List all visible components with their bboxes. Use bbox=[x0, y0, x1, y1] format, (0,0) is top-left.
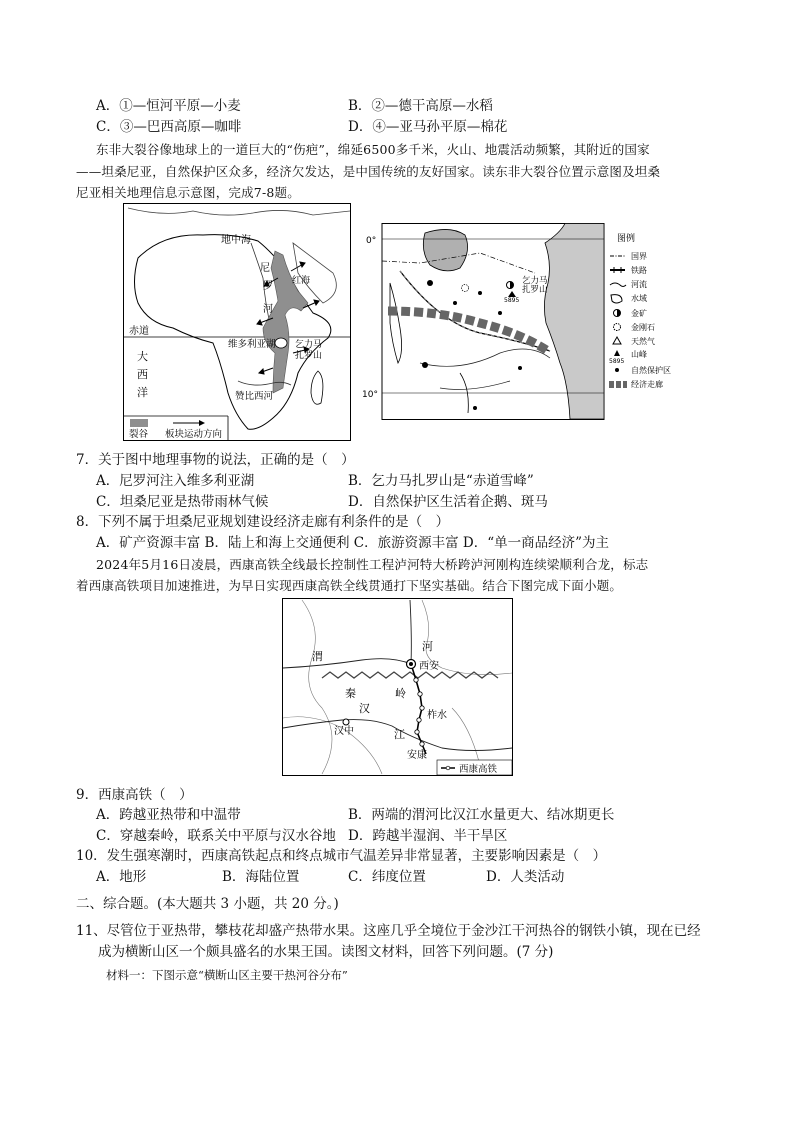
legend-border: 国界 bbox=[631, 252, 647, 261]
lat-0: 0° bbox=[366, 236, 377, 246]
map-label-ling: 岭 bbox=[395, 687, 406, 700]
tz-peak-height: 5895 bbox=[504, 297, 520, 304]
label-lake-victoria: 维多利亚湖 bbox=[228, 339, 276, 350]
label-nile-3: 河 bbox=[263, 304, 273, 315]
map-label-han: 汉 bbox=[359, 702, 370, 715]
tanzania-map bbox=[360, 223, 686, 420]
tanzania-legend bbox=[609, 232, 671, 389]
q10-option-a: A．地形 bbox=[96, 869, 147, 885]
map-label-zhashui: 柞水 bbox=[427, 710, 447, 721]
intro-7-8-line2: ——坦桑尼亚，自然保护区众多，经济欠发达，是中国传统的友好国家。读东非大裂谷位置示意图及坦桑 bbox=[76, 164, 661, 179]
lat-10: 10° bbox=[362, 390, 378, 400]
map-label-wei: 渭 bbox=[312, 650, 323, 663]
label-nile-2: 罗 bbox=[263, 281, 273, 292]
q11-line1: 11、尽管位于亚热带，攀枝花却盛产热带水果。这座几乎全境位于金沙江干河热谷的钢铁小镇，现在已经 bbox=[76, 923, 701, 939]
legend-water: 水域 bbox=[631, 294, 647, 303]
label-kili-1: 乞力马 bbox=[295, 340, 323, 350]
q7-option-c: C．坦桑尼亚是热带雨林气候 bbox=[96, 494, 269, 510]
q7-option-a: A．尼罗河注入维多利亚湖 bbox=[96, 473, 255, 489]
q7-stem: 7．关于图中地理事物的说法，正确的是（ ） bbox=[76, 452, 355, 468]
legend-gas: 天然气 bbox=[631, 337, 655, 346]
label-red-sea: 红海 bbox=[292, 276, 311, 286]
label-atlantic-1: 大 bbox=[137, 350, 148, 363]
legend-diamond: 金刚石 bbox=[631, 323, 655, 332]
section-2-heading: 二、综合题。(本大题共 3 小题，共 20 分。) bbox=[76, 896, 339, 912]
q6-option-c: C．③—巴西高原—咖啡 bbox=[96, 119, 242, 135]
intro-7-8-line1: 东非大裂谷像地球上的一道巨大的“伤疤”，绵延6500多千米，火山、地震活动频繁，其附近的国家 bbox=[96, 142, 650, 157]
legend-corridor: 经济走廊 bbox=[631, 380, 663, 389]
map-label-qin: 秦 bbox=[345, 687, 356, 700]
legend-title: 图例 bbox=[617, 234, 636, 244]
label-nile-1: 尼 bbox=[260, 263, 270, 274]
q7-option-b: B．乞力马扎罗山是“赤道雪峰” bbox=[348, 473, 534, 489]
q7-option-d: D．自然保护区生活着企鹅、斑马 bbox=[348, 494, 548, 510]
q6-option-b: B．②—德干高原—水稻 bbox=[348, 98, 493, 114]
tz-kili-2: 扎罗山 bbox=[522, 285, 548, 295]
map-label-hanzhong: 汉中 bbox=[334, 726, 354, 737]
legend-rift: 裂谷 bbox=[129, 429, 149, 440]
q9-stem: 9．西康高铁（ ） bbox=[76, 787, 193, 803]
label-atlantic-3: 洋 bbox=[137, 386, 148, 399]
q8-stem: 8．下列不属于坦桑尼亚规划建设经济走廊有利条件的是（ ） bbox=[76, 514, 450, 530]
q6-option-a: A．①—恒河平原—小麦 bbox=[96, 98, 241, 114]
label-atlantic-2: 西 bbox=[137, 368, 148, 381]
label-kili-2: 扎罗山 bbox=[295, 351, 323, 361]
map-legend-xikang: 西康高铁 bbox=[459, 764, 498, 775]
label-zambezi: 赞比西河 bbox=[235, 391, 274, 402]
q10-option-b: B．海陆位置 bbox=[222, 869, 300, 885]
q11-material: 材料一：下图示意“横断山区主要干热河谷分布” bbox=[106, 968, 348, 982]
label-equator: 赤道 bbox=[129, 326, 149, 337]
map-label-ankang: 安康 bbox=[407, 750, 427, 761]
legend-gold: 金矿 bbox=[631, 309, 647, 318]
q6-option-d: D．④—亚马孙平原—棉花 bbox=[348, 119, 508, 135]
map-label-xian: 西安 bbox=[419, 661, 439, 672]
legend-reserve: 自然保护区 bbox=[631, 366, 671, 375]
intro-9-10-line2: 着西康高铁项目加速推进，为早日实现西康高铁全线贯通打下坚实基础。结合下图完成下面小题。 bbox=[76, 578, 623, 593]
q9-option-b: B．两端的渭河比汉江水量更大、结冰期更长 bbox=[348, 807, 615, 823]
intro-9-10-line1: 2024年5月16日凌晨，西康高铁全线最长控制性工程泸河特大桥跨泸河刚构连续梁顺利合龙，标志 bbox=[96, 557, 649, 572]
q11-line2: 成为横断山区一个颇具盛名的水果王国。读图文材料，回答下列问题。(7 分) bbox=[98, 944, 554, 960]
map-label-he: 河 bbox=[422, 640, 433, 653]
legend-motion: 板块运动方向 bbox=[165, 429, 223, 440]
africa-rift-map bbox=[123, 203, 351, 441]
legend-peak: 山峰 bbox=[631, 350, 647, 359]
legend-railway: 铁路 bbox=[631, 266, 647, 275]
q9-option-a: A．跨越亚热带和中温带 bbox=[96, 807, 241, 823]
tz-kili-1: 乞力马 bbox=[522, 276, 548, 286]
label-mediterranean: 地中海 bbox=[221, 235, 251, 246]
xikang-railway-map bbox=[282, 598, 513, 776]
legend-peak-num: 5895 bbox=[609, 358, 625, 365]
q9-option-d: D．跨越半湿润、半干旱区 bbox=[348, 828, 508, 844]
q9-option-c: C．穿越秦岭，联系关中平原与汉水谷地 bbox=[96, 828, 336, 844]
map-label-jiang: 江 bbox=[394, 728, 405, 741]
intro-7-8-line3: 尼亚相关地理信息示意图，完成7-8题。 bbox=[76, 185, 300, 200]
q10-option-c: C．纬度位置 bbox=[348, 869, 426, 885]
q8-options: A．矿产资源丰富 B．陆上和海上交通便利 C．旅游资源丰富 D．“单一商品经济”为主 bbox=[96, 535, 609, 551]
q10-stem: 10．发生强寒潮时，西康高铁起点和终点城市气温差异非常显著，主要影响因素是（ ） bbox=[76, 848, 607, 864]
legend-river: 河流 bbox=[631, 280, 647, 289]
q10-option-d: D．人类活动 bbox=[486, 869, 565, 885]
